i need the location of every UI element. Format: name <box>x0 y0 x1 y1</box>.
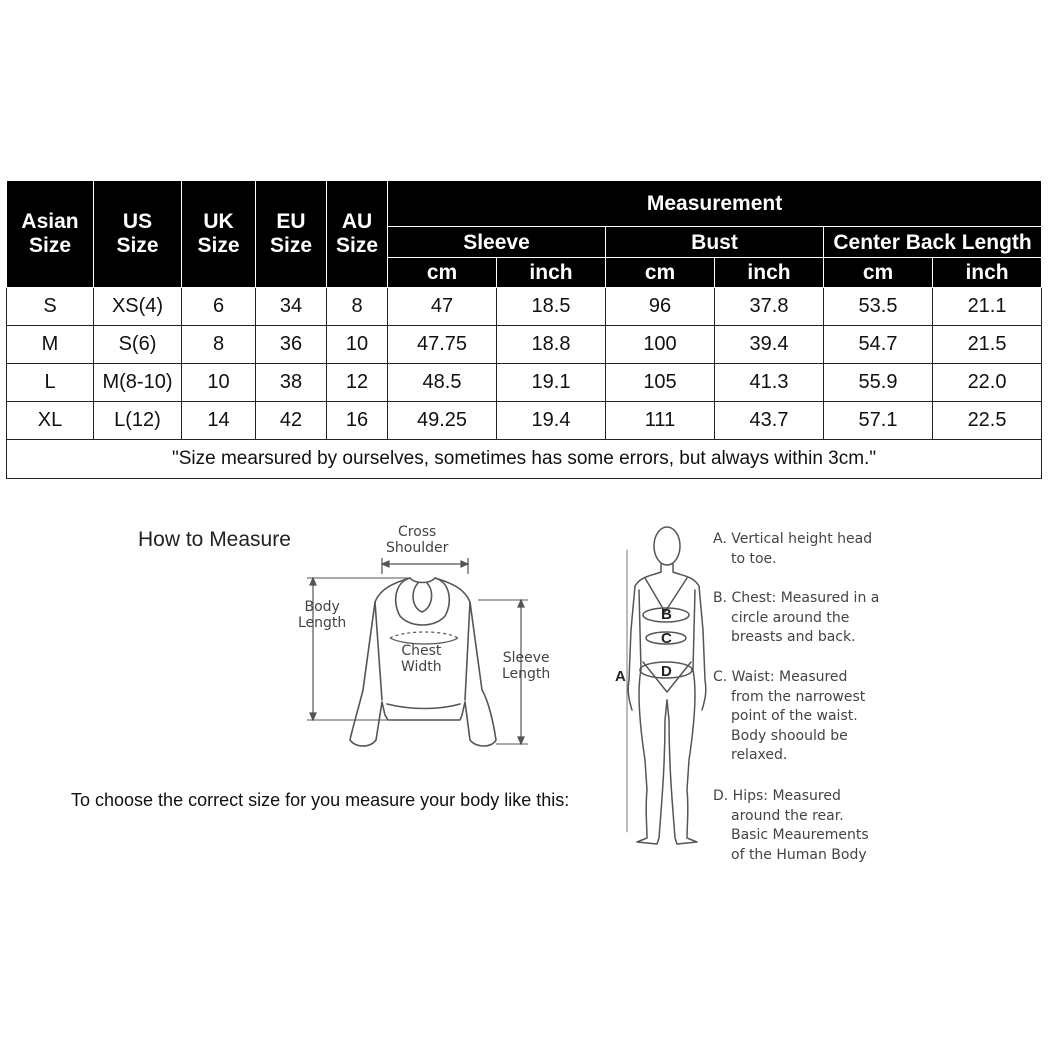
table-cell: S(6) <box>94 326 182 364</box>
table-cell: 57.1 <box>824 402 933 440</box>
header-unit-inch: inch <box>497 258 606 288</box>
table-cell: 8 <box>327 288 388 326</box>
table-cell: 22.0 <box>933 364 1042 402</box>
header-au-size: AU Size <box>327 181 388 288</box>
table-cell: 43.7 <box>715 402 824 440</box>
how-to-measure-title: How to Measure <box>138 528 291 551</box>
table-cell: 19.1 <box>497 364 606 402</box>
table-cell: 96 <box>606 288 715 326</box>
table-cell: XL <box>7 402 94 440</box>
table-cell: 105 <box>606 364 715 402</box>
table-cell: 14 <box>182 402 256 440</box>
table-cell: 12 <box>327 364 388 402</box>
table-cell: XS(4) <box>94 288 182 326</box>
table-cell: 42 <box>256 402 327 440</box>
header-us-size: US Size <box>94 181 182 288</box>
table-cell: 21.1 <box>933 288 1042 326</box>
table-cell: 22.5 <box>933 402 1042 440</box>
table-cell: 55.9 <box>824 364 933 402</box>
cross-shoulder-label: Cross Shoulder <box>386 524 449 556</box>
human-body-outline <box>627 527 706 844</box>
table-cell: 48.5 <box>388 364 497 402</box>
sweater-diagram <box>290 520 540 760</box>
table-cell: 41.3 <box>715 364 824 402</box>
table-cell: 37.8 <box>715 288 824 326</box>
table-row <box>7 402 1042 440</box>
header-measurement: Measurement <box>388 181 1042 227</box>
legend-c: C. Waist: Measured from the narrowest point of the waist. Body shoould be relaxed. <box>713 669 866 763</box>
table-cell: 47.75 <box>388 326 497 364</box>
legend-b: B. Chest: Measured in a circle around the breasts and back. <box>713 590 880 645</box>
table-cell: 39.4 <box>715 326 824 364</box>
table-cell: 18.8 <box>497 326 606 364</box>
table-cell: 8 <box>182 326 256 364</box>
table-cell: 34 <box>256 288 327 326</box>
header-eu-size: EU Size <box>256 181 327 288</box>
table-cell: 111 <box>606 402 715 440</box>
table-cell: 10 <box>327 326 388 364</box>
table-cell: M(8-10) <box>94 364 182 402</box>
header-unit-inch: inch <box>715 258 824 288</box>
table-cell: 36 <box>256 326 327 364</box>
table-cell: 38 <box>256 364 327 402</box>
table-cell: 10 <box>182 364 256 402</box>
legend-a: A. Vertical height head to toe. <box>713 531 873 567</box>
table-row <box>7 288 1042 326</box>
header-uk-size: UK Size <box>182 181 256 288</box>
header-center-back-length: Center Back Length <box>824 227 1042 258</box>
header-unit-cm: cm <box>388 258 497 288</box>
table-cell: M <box>7 326 94 364</box>
table-cell: L(12) <box>94 402 182 440</box>
table-cell: L <box>7 364 94 402</box>
body-length-label: Body Length <box>298 599 347 631</box>
table-body <box>7 288 1042 479</box>
header-bust: Bust <box>606 227 824 258</box>
table-cell: 100 <box>606 326 715 364</box>
table-cell: 54.7 <box>824 326 933 364</box>
table-cell: 6 <box>182 288 256 326</box>
table-note: "Size mearsured by ourselves, sometimes has some errors, but always within 3cm." <box>7 440 1042 479</box>
letter-b: B <box>661 606 672 623</box>
table-cell: 53.5 <box>824 288 933 326</box>
header-asian-size: Asian Size <box>7 181 94 288</box>
table-cell: 49.25 <box>388 402 497 440</box>
header-unit-inch: inch <box>933 258 1042 288</box>
table-cell: 21.5 <box>933 326 1042 364</box>
table-cell: 47 <box>388 288 497 326</box>
header-unit-cm: cm <box>824 258 933 288</box>
body-diagram <box>615 520 715 850</box>
table-cell: 19.4 <box>497 402 606 440</box>
table-cell: 16 <box>327 402 388 440</box>
legend-d: D. Hips: Measured around the rear. Basic Meaurements of the Human Body <box>713 788 869 863</box>
header-sleeve: Sleeve <box>388 227 606 258</box>
size-chart-table <box>6 180 1042 479</box>
sleeve-length-label: Sleeve Length <box>502 650 551 682</box>
chest-width-label: Chest Width <box>401 643 442 675</box>
table-row <box>7 364 1042 402</box>
table-note-row <box>7 440 1042 479</box>
table-header <box>7 181 1042 288</box>
measure-instruction: To choose the correct size for you measure your body like this: <box>71 790 570 810</box>
letter-d: D <box>661 663 672 680</box>
table-row <box>7 326 1042 364</box>
letter-c: C <box>661 630 672 647</box>
table-cell: S <box>7 288 94 326</box>
header-unit-cm: cm <box>606 258 715 288</box>
table-cell: 18.5 <box>497 288 606 326</box>
letter-a: A <box>615 668 626 685</box>
